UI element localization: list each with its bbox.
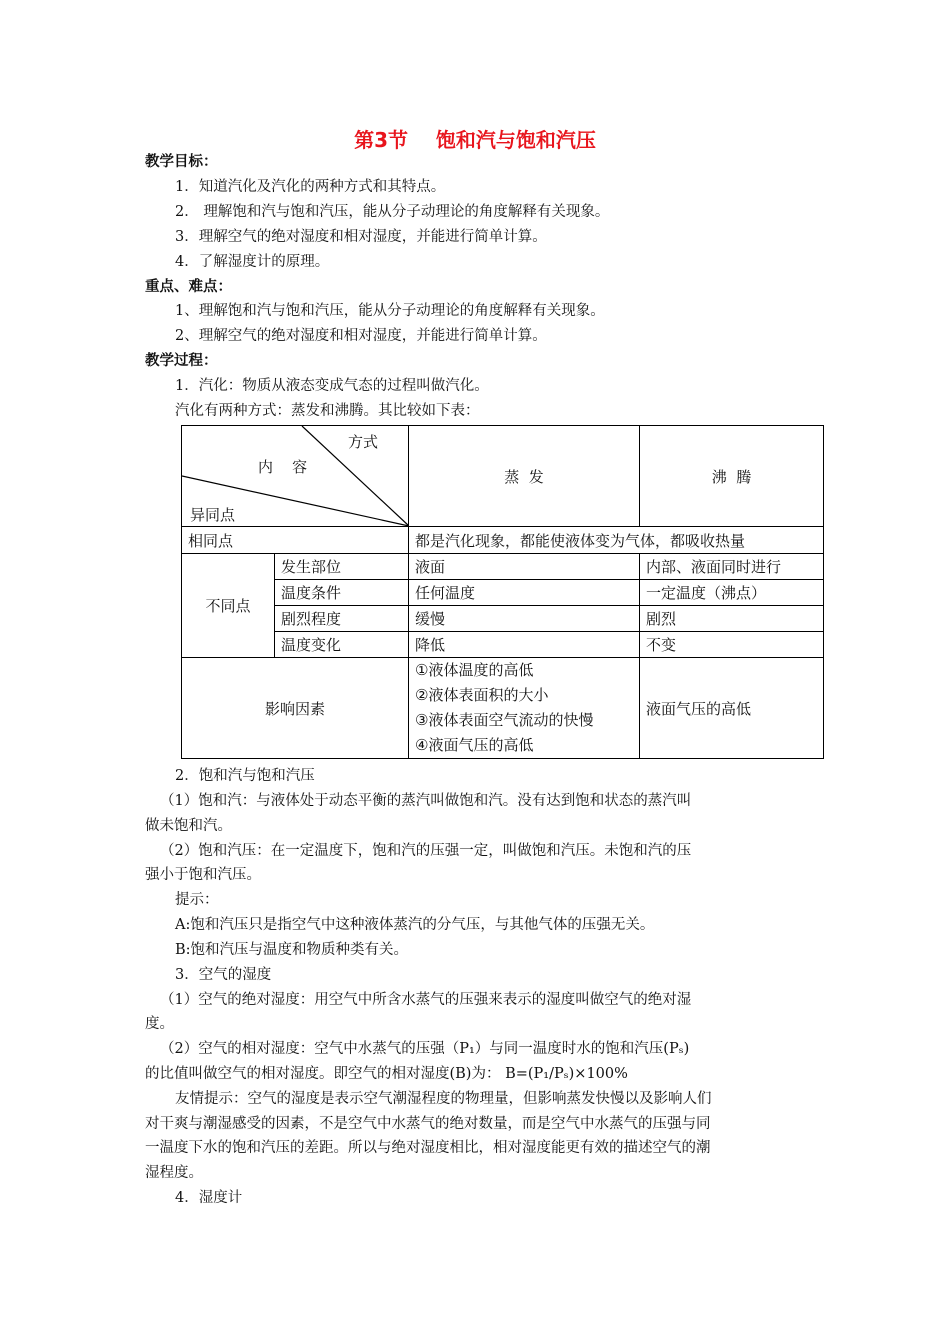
process-paragraph: 汽化有两种方式：蒸发和沸腾。其比较如下表： <box>175 403 480 419</box>
factors-evap <box>409 658 640 759</box>
paragraph: 做未饱和汽。 <box>145 818 232 834</box>
diff-aspect: 温度条件 <box>275 580 409 606</box>
factor-item: ③液体表面空气流动的快慢 <box>415 711 594 729</box>
diag-top-label: 方式 <box>348 433 379 451</box>
table-diagonal-header <box>182 426 409 527</box>
diff-aspect: 发生部位 <box>275 554 409 580</box>
objectives-heading: 教学目标： <box>145 154 218 170</box>
objective-item: 3．理解空气的绝对湿度和相对湿度，并能进行简单计算。 <box>175 229 547 245</box>
tip-item: A:饱和汽压只是指空气中这种液体蒸汽的分气压，与其他气体的压强无关。 <box>175 917 655 933</box>
keypoints-heading: 重点、难点： <box>145 279 232 295</box>
paragraph: 一温度下水的饱和汽压的差距。所以与绝对湿度相比，相对湿度能更有效的描述空气的潮 <box>145 1140 711 1156</box>
objective-item: 4．了解湿度计的原理。 <box>175 254 330 270</box>
diff-evap: 任何温度 <box>409 580 640 606</box>
paragraph: （1）饱和汽：与液体处于动态平衡的蒸汽叫做饱和汽。没有达到饱和状态的蒸汽叫 <box>160 793 692 809</box>
diff-aspect: 剧烈程度 <box>275 606 409 632</box>
factors-label: 影响因素 <box>182 658 409 759</box>
diff-evap: 降低 <box>409 632 640 658</box>
factor-item: ④液面气压的高低 <box>415 736 534 754</box>
keypoint-item: 2、理解空气的绝对湿度和相对湿度，并能进行简单计算。 <box>175 328 547 344</box>
factor-item: ②液体表面积的大小 <box>415 686 549 704</box>
diff-boil: 剧烈 <box>640 606 824 632</box>
paragraph: 强小于饱和汽压。 <box>145 867 261 883</box>
tip-item: B:饱和汽压与温度和物质种类有关。 <box>175 942 409 958</box>
diag-bottom-label: 异同点 <box>190 506 236 524</box>
paragraph: 友情提示：空气的湿度是表示空气潮湿程度的物理量，但影响蒸发快慢以及影响人们 <box>175 1091 712 1107</box>
diag-mid-label: 内 容 <box>258 458 308 476</box>
tip-label: 提示： <box>175 892 219 908</box>
comparison-table <box>181 425 824 759</box>
paragraph: 对干爽与潮湿感受的因素，不是空气中水蒸气的绝对数量，而是空气中水蒸气的压强与同 <box>145 1116 711 1132</box>
same-label: 相同点 <box>182 527 409 554</box>
diff-evap: 缓慢 <box>409 606 640 632</box>
diff-boil: 不变 <box>640 632 824 658</box>
process-heading: 教学过程： <box>145 353 218 369</box>
factor-item: ①液体温度的高低 <box>415 661 534 679</box>
paragraph: （1）空气的绝对湿度：用空气中所含水蒸气的压强来表示的湿度叫做空气的绝对湿 <box>160 992 692 1008</box>
page-title: 第3节 饱和汽与饱和汽压 <box>354 128 596 152</box>
paragraph: （2）饱和汽压：在一定温度下，饱和汽的压强一定，叫做饱和汽压。未饱和汽的压 <box>160 843 692 859</box>
paragraph: 度。 <box>145 1016 174 1032</box>
header-boiling: 沸 腾 <box>640 426 824 527</box>
keypoint-item: 1、理解饱和汽与饱和汽压，能从分子动理论的角度解释有关现象。 <box>175 303 605 319</box>
factors-boil: 液面气压的高低 <box>640 658 824 759</box>
paragraph: 的比值叫做空气的相对湿度。即空气的相对湿度(B)为： B=(P₁/Pₛ)×100% <box>145 1066 628 1082</box>
diff-aspect: 温度变化 <box>275 632 409 658</box>
diff-evap: 液面 <box>409 554 640 580</box>
objective-item: 1．知道汽化及汽化的两种方式和其特点。 <box>175 179 446 195</box>
diff-boil: 内部、液面同时进行 <box>640 554 824 580</box>
section2-heading: 2．饱和汽与饱和汽压 <box>175 768 315 784</box>
process-paragraph: 1．汽化：物质从液态变成气态的过程叫做汽化。 <box>175 378 489 394</box>
same-value: 都是汽化现象，都能使液体变为气体，都吸收热量 <box>409 527 824 554</box>
header-evaporation: 蒸 发 <box>409 426 640 527</box>
diff-label: 不同点 <box>182 554 275 658</box>
paragraph: 湿程度。 <box>145 1165 203 1181</box>
diff-boil: 一定温度（沸点） <box>640 580 824 606</box>
section3-heading: 3．空气的湿度 <box>175 967 272 983</box>
objective-item: 2． 理解饱和汽与饱和汽压，能从分子动理论的角度解释有关现象。 <box>175 204 610 220</box>
section4-heading: 4．湿度计 <box>175 1190 243 1206</box>
paragraph: （2）空气的相对湿度：空气中水蒸气的压强（P₁）与同一温度时水的饱和汽压(Pₛ) <box>160 1041 690 1057</box>
